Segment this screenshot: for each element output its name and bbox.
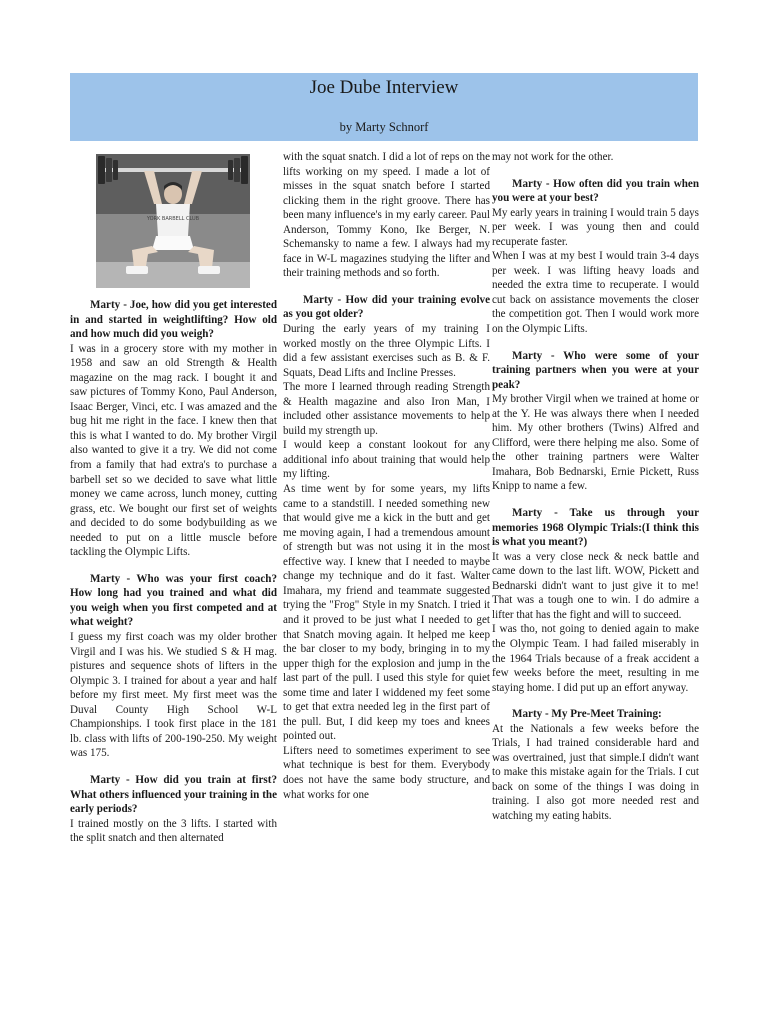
answer-4-para-5: Lifters need to sometimes experiment to see what technique is best for them. Everybody does not have the same body structure, and what works for one	[283, 744, 490, 801]
page-title: Joe Dube Interview	[309, 77, 459, 98]
byline: by Marty Schnorf	[339, 120, 429, 134]
question-8: Marty - My Pre-Meet Training:	[512, 708, 662, 721]
answer-5-para-2: When I was at my best I would train 3-4 days per week. I was lifting heavy loads and needed the extra time to recuperate. I would cut back on assistance movements the closer the competition got. Then I would work more on the Olympic Lifts.	[492, 250, 699, 336]
question-1: Marty - Joe, how did you get interested in and started in weightlifting? How old and how much did you weigh?	[70, 299, 277, 341]
answer-8: At the Nationals a few weeks before the Trials, I had trained considerable hard and was overtrained, just that simple.I didn't want to make this mistake again for the Trials. I cut back on some of the things I was doing in training. I also got more needed rest and watching my eating habits.	[492, 722, 699, 822]
question-7: Marty - Take us through your memories 1968 Olympic Trials:(I think this is what you meant?)	[492, 507, 699, 549]
answer-4-cont: may not work for the other.	[492, 151, 614, 163]
question-5: Marty - How often did you train when you were at your best?	[492, 177, 699, 205]
jersey-lettering: YORK BARBELL CLUB	[146, 216, 200, 222]
column-3	[492, 150, 699, 824]
answer-3-cont: with the squat snatch. I did a lot of reps on the lifts working on my speed. I made a lot of misses in the squat snatch before I started clicking them in the right groove. There has been many influence's in my early career. Paul Anderson, Tommy Kono, Ike Berger, N. Schemansky to name a few. I always had my face in W-L magazines studying the lifter and their training methods and so forth.	[283, 151, 490, 280]
answer-4-para-1: During the early years of my training I worked mostly on the three Olympic Lifts. I did a few assistant exercises such as B. & F. Squats, Dead Lifts and Incline Presses.	[283, 323, 490, 379]
answer-7-para-2: I was tho, not going to denied again to make the Olympic Team. I had failed miserably in the 1964 Trials because of a freak accident a few weeks before the meet, resulting in me staying home. I did put up an effort anyway.	[492, 623, 699, 694]
answer-4-para-4: As time went by for some years, my lifts came to a standstill. I needed something new that would give me a kick in the butt and get me moving again, I had a tremendous amount of strength but was not using it in the most effective way. I knew that I needed to maybe change my technique and do it fast. Walter Imahara, my friend and teammate suggested trying the "Frog" Style in my Snatch. I tried it and it proved to be just what I needed to get that Snatch moving again. It helped me keep the bar closer to my body, bringing in to my upper thigh for the explosion and jump in the last part of the pull. I used this style for quiet some time and later I widdened my feet some to get that extra needed leg in the first part of the pull. But, I did keep my toes and knees pointed out.	[283, 483, 490, 743]
answer-1: I was in a grocery store with my mother in 1958 and saw an old Strength & Health magazine on the mag rack. I bought it and saw pictures of Tommy Kono, Paul Anderson, Isaac Berger, Vinci, etc. I was amazed and the bug hit me right in the face. I knew then that this is what I wanted to do. My brother Virgil also wanted to give it a try. We did not come from a family that had extra's to purchase a barbell set so we decided to save what little money we came across, lunch money, cutting grass, etc. We bought our first set of weights and decided to do some bodybuilding as we needed to put on a little muscle before tackling the Olympic Lifts.	[70, 342, 277, 559]
answer-5-para-1: My early years in training I would train 5 days per week. I was young then and could recuperate faster.	[492, 206, 699, 248]
answer-7-para-1: It was a very close neck & neck battle and came down to the last lift. WOW, Pickett and Bednarski didn't want to just give it to me! That was a tough one to win. I do admire a lifter that has the fight and will to succeed.	[492, 550, 699, 621]
column-2	[283, 150, 490, 802]
question-4: Marty - How did your training evolve as you got older?	[283, 293, 490, 321]
question-6: Marty - Who were some of your training partners when you were at your peak?	[492, 349, 699, 391]
weightlifter-photo	[96, 154, 250, 288]
answer-4-para-2: The more I learned through reading Strength & Health magazine and also Iron Man, I included other assistance movements to help build my strength up.	[283, 381, 490, 437]
question-2: Marty - Who was your first coach? How long had you trained and what did you weigh when you first competed and at what weight?	[70, 572, 277, 629]
question-3: Marty - How did you train at first? What others influenced your training in the early periods?	[70, 773, 277, 816]
answer-2: I guess my first coach was my older brother Virgil and I was his. We studied S & H mag. pistures and sequence shots of lifters in the Olympic 3. I trained for about a year and half before my first meet. My first meet was the Duval County High School W-L Championships. I took first place in the 181 lb. class with lifts of 200-190-250. My weight was 175.	[70, 631, 277, 760]
column-1	[70, 150, 277, 846]
answer-4-para-3: I would keep a constant lookout for any additional info about training that would help my lifting.	[283, 439, 490, 481]
title-banner	[70, 73, 698, 141]
answer-6: My brother Virgil when we trained at home or at the Y. He was always there when I needed him. My other brothers (Twins) Alfred and Clifford, were there helping me also. Some of the other training partners were Walter Imahara, Bob Bednarski, Ernie Pickett, Russ Knipp to name a few.	[492, 393, 699, 493]
answer-3-start: I trained mostly on the 3 lifts. I started with the split snatch and then alternated	[70, 817, 277, 845]
